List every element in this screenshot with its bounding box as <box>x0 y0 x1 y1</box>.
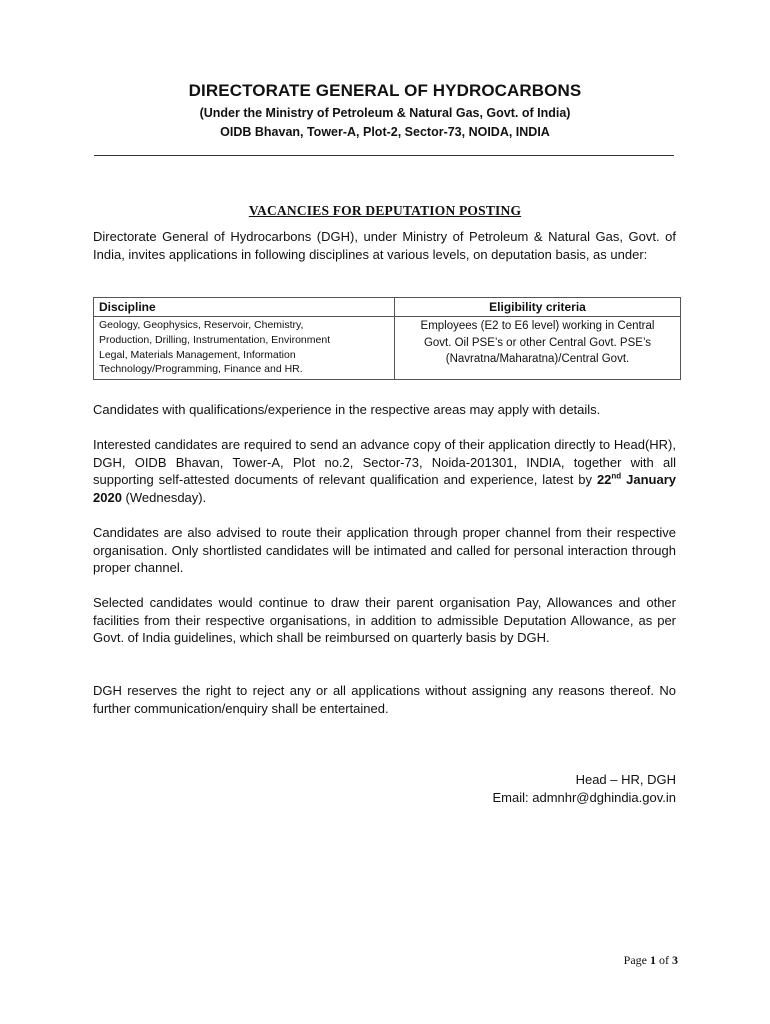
page-label: Page <box>623 953 650 967</box>
application-paragraph <box>93 436 676 507</box>
table-header-discipline: Discipline <box>94 298 395 317</box>
organization-subtitle: (Under the Ministry of Petroleum & Natural Gas, Govt. of India) <box>199 106 571 120</box>
discipline-cell <box>94 317 395 380</box>
organization-title: DIRECTORATE GENERAL OF HYDROCARBONS <box>188 81 582 100</box>
eligibility-line: Employees (E2 to E6 level) working in Central <box>420 320 655 332</box>
channel-paragraph: Candidates are also advised to route their application through proper channel from their respective organisation. Only shortlisted candidates will be intimated and called for personal interaction through proper channel. <box>93 525 676 576</box>
discipline-line: Geology, Geophysics, Reservoir, Chemistry, <box>99 319 304 331</box>
eligibility-table <box>93 297 681 380</box>
page-total: 3 <box>672 953 678 967</box>
table-header-row <box>94 298 681 317</box>
deadline-month-year: January 2020 <box>93 472 676 506</box>
pay-paragraph: Selected candidates would continue to draw their parent organisation Pay, Allowances and other facilities from their respective organisations, in addition to admissible Deputation Allowance, as per Govt. of India guidelines, which shall be reimbursed on quarterly basis by DGH. <box>93 595 676 646</box>
deadline-day-suffix: nd <box>611 472 622 482</box>
eligibility-line: Govt. Oil PSE’s or other Central Govt. PSE’s <box>423 336 652 349</box>
discipline-line: Legal, Materials Management, Information <box>99 348 296 361</box>
eligibility-line: (Navratna/Maharatna)/Central Govt. <box>445 353 630 365</box>
header-divider <box>94 155 674 156</box>
page-number <box>624 953 678 968</box>
rejection-paragraph: DGH reserves the right to reject any or all applications without assigning any reasons thereof. No further communication/enquiry shall be entertained. <box>93 683 676 716</box>
deadline-day: 22 <box>596 472 612 488</box>
organization-address: OIDB Bhavan, Tower-A, Plot-2, Sector-73, NOIDA, INDIA <box>220 125 550 139</box>
signature-block <box>493 771 677 807</box>
notice-title: VACANCIES FOR DEPUTATION POSTING <box>248 203 522 218</box>
discipline-line: Technology/Programming, Finance and HR. <box>99 363 303 376</box>
discipline-line: Production, Drilling, Instrumentation, Environment <box>99 333 331 346</box>
page-of: of <box>656 953 672 967</box>
table-header-eligibility: Eligibility criteria <box>395 298 681 317</box>
deadline-weekday: (Wednesday). <box>121 490 207 506</box>
letterhead <box>0 80 770 142</box>
qualification-paragraph: Candidates with qualifications/experience in the respective areas may apply with details. <box>93 402 601 417</box>
table-row <box>94 317 681 380</box>
intro-paragraph: Directorate General of Hydrocarbons (DGH), under Ministry of Petroleum & Natural Gas, Govt. of India, invites applications in following disciplines at various levels, on deputation basis, as under: <box>93 229 676 262</box>
eligibility-cell <box>395 317 681 380</box>
contact-email: Email: admnhr@dghindia.gov.in <box>492 790 676 805</box>
application-text: Interested candidates are required to send an advance copy of their application directly to Head(HR), DGH, OIDB Bhavan, Tower-A, Plot no.2, Sector-73, Noida-201301, INDIA, together with all supporting self-attested documents of relevant qualification and experience, latest by <box>93 437 676 488</box>
page-current: 1 <box>650 953 656 967</box>
signatory-designation: Head – HR, DGH <box>575 772 676 787</box>
